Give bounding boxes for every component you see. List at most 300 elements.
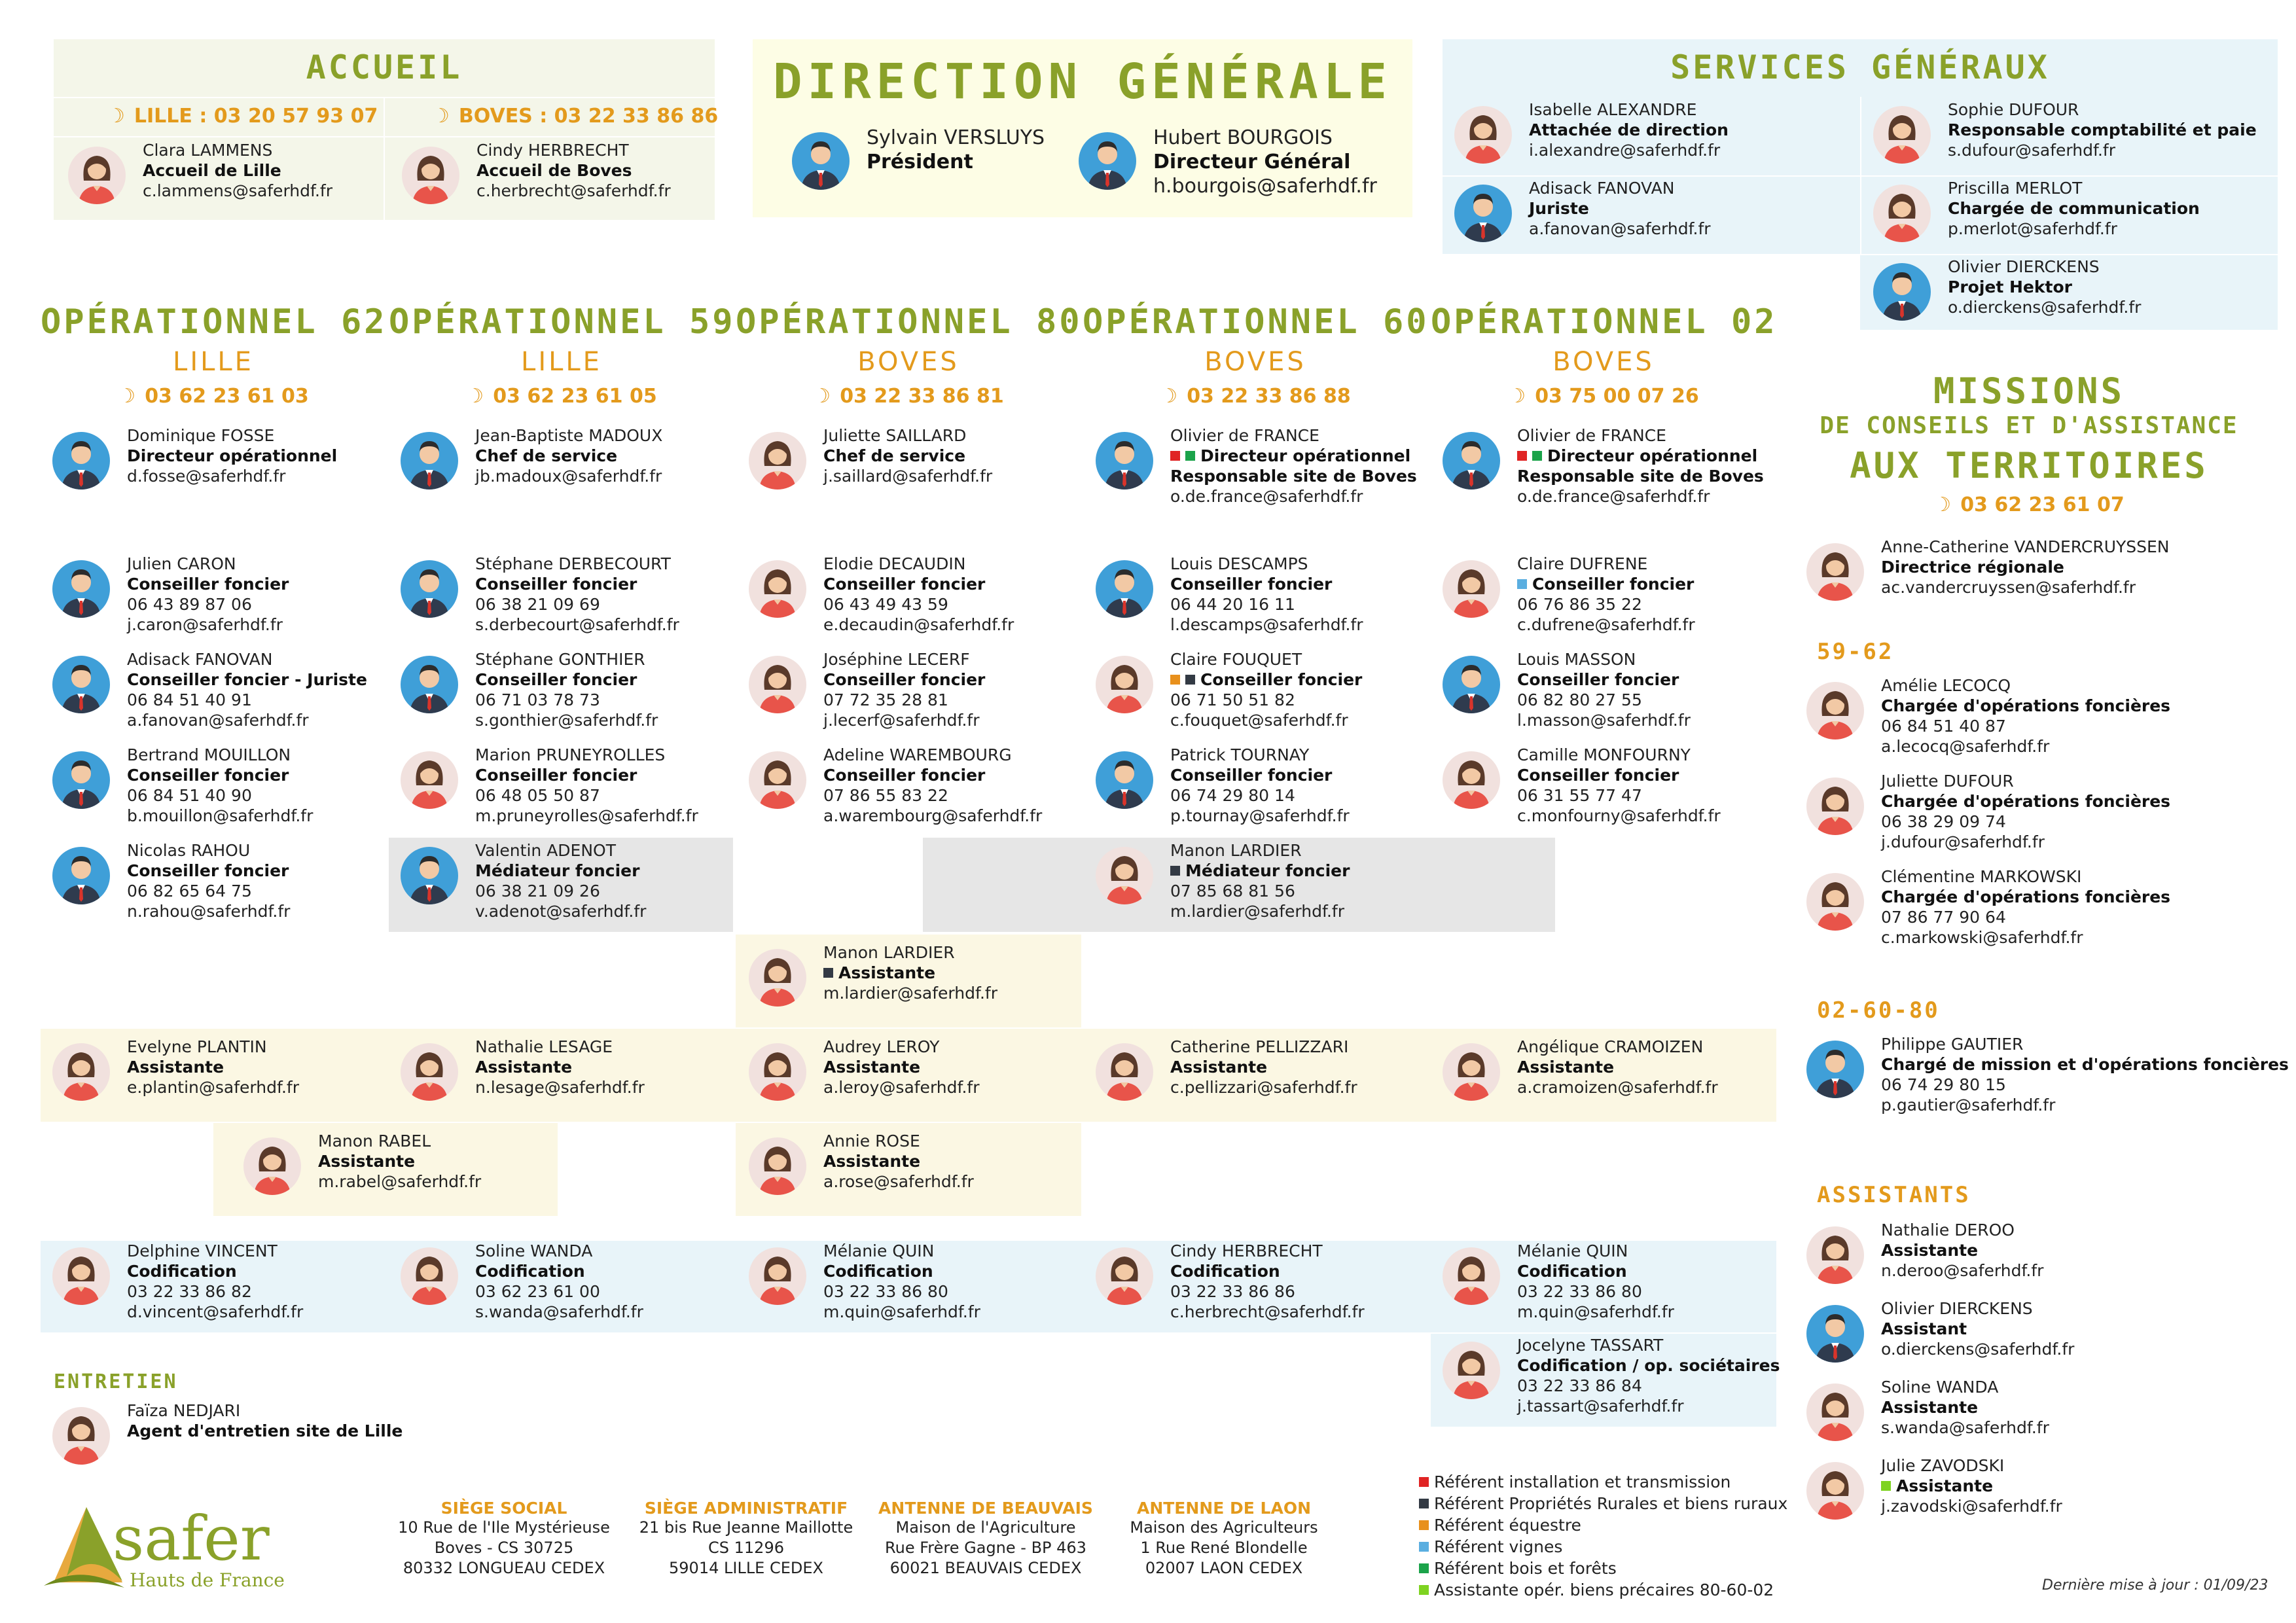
person-info bbox=[1881, 866, 2170, 948]
address-block bbox=[868, 1499, 1103, 1578]
person-email[interactable]: m.quin@saferhdf.fr bbox=[823, 1302, 980, 1321]
person-name: Evelyne PLANTIN bbox=[127, 1037, 267, 1056]
op-phone bbox=[1431, 385, 1776, 408]
person-phone: 06 84 51 40 90 bbox=[127, 786, 252, 805]
person-role bbox=[1529, 120, 1729, 140]
person-role bbox=[1517, 1355, 1780, 1376]
op-phone bbox=[389, 385, 734, 408]
person-name: Cindy HERBRECHT bbox=[1170, 1241, 1323, 1260]
person-email[interactable]: j.saillard@saferhdf.fr bbox=[823, 467, 993, 486]
person-card bbox=[1454, 178, 1711, 242]
op-title: OPÉRATIONNEL 59 bbox=[389, 302, 736, 342]
person-role bbox=[1170, 861, 1350, 881]
person-role bbox=[1170, 1261, 1365, 1281]
person-card bbox=[401, 1241, 643, 1322]
person-info bbox=[127, 745, 313, 826]
person-info bbox=[1948, 178, 2200, 239]
person-name: Elodie DECAUDIN bbox=[823, 554, 966, 573]
person-card bbox=[749, 942, 997, 1007]
person-email[interactable]: p.merlot@saferhdf.fr bbox=[1948, 219, 2117, 238]
accueil-boves-phone-text: BOVES : 03 22 33 86 86 bbox=[458, 105, 719, 128]
missions-title-3: AUX TERRITOIRES bbox=[1850, 445, 2208, 486]
person-email[interactable]: c.pellizzari@saferhdf.fr bbox=[1170, 1078, 1357, 1097]
person-role bbox=[1881, 1476, 2062, 1496]
person-role bbox=[1881, 1054, 2289, 1075]
person-role-text: Assistant bbox=[1881, 1319, 1967, 1338]
referent-marker bbox=[1517, 579, 1527, 589]
person-email[interactable]: n.lesage@saferhdf.fr bbox=[475, 1078, 645, 1097]
male-avatar-icon bbox=[1096, 560, 1153, 618]
person-card bbox=[401, 554, 679, 635]
phone-icon: ☽ bbox=[466, 385, 484, 408]
person-phone: 06 71 50 51 82 bbox=[1170, 690, 1295, 709]
address-line: 80332 LONGUEAU CEDEX bbox=[403, 1559, 605, 1577]
person-info bbox=[475, 840, 646, 921]
person-name: Amélie LECOCQ bbox=[1881, 676, 2011, 695]
person-phone: 06 48 05 50 87 bbox=[475, 786, 600, 805]
male-avatar-icon bbox=[1454, 185, 1512, 242]
person-card bbox=[1079, 126, 1377, 198]
person-email[interactable]: b.mouillon@saferhdf.fr bbox=[127, 806, 314, 825]
person-email[interactable]: jb.madoux@saferhdf.fr bbox=[475, 467, 662, 486]
legend-label: Référent Propriétés Rurales et biens ruraux bbox=[1434, 1494, 1788, 1513]
person-role bbox=[127, 861, 290, 881]
person-name: Stéphane DERBECOURT bbox=[475, 554, 671, 573]
female-avatar-icon bbox=[1443, 751, 1500, 809]
person-role-text: Directeur Général bbox=[1153, 151, 1351, 173]
female-avatar-icon bbox=[749, 1043, 806, 1101]
person-info bbox=[1881, 675, 2170, 757]
op-city: LILLE bbox=[173, 347, 254, 377]
person-email[interactable]: a.fanovan@saferhdf.fr bbox=[127, 711, 309, 730]
person-email[interactable]: v.adenot@saferhdf.fr bbox=[475, 902, 647, 921]
person-email[interactable]: j.lecerf@saferhdf.fr bbox=[823, 711, 980, 730]
person-role bbox=[1170, 669, 1362, 690]
person-card bbox=[1443, 1037, 1718, 1101]
person-phone: 06 43 89 87 06 bbox=[127, 595, 252, 614]
person-info bbox=[475, 649, 658, 730]
person-email[interactable]: a.lecocq@saferhdf.fr bbox=[1881, 737, 2050, 756]
person-role-text: Codification bbox=[475, 1262, 585, 1281]
person-email[interactable]: j.caron@saferhdf.fr bbox=[127, 615, 283, 634]
person-card bbox=[52, 1241, 303, 1322]
person-card bbox=[1443, 1241, 1674, 1322]
person-role-text: Assistante bbox=[1517, 1058, 1615, 1077]
person-email[interactable]: ac.vandercruyssen@saferhdf.fr bbox=[1881, 578, 2136, 597]
female-avatar-icon bbox=[52, 1247, 110, 1305]
person-phone: 06 82 65 64 75 bbox=[127, 882, 252, 901]
person-info bbox=[1881, 771, 2170, 852]
person-role bbox=[823, 1057, 980, 1077]
person-card bbox=[1443, 745, 1721, 826]
female-avatar-icon bbox=[1806, 1226, 1864, 1284]
person-info bbox=[1881, 1034, 2289, 1115]
person-name: Priscilla MERLOT bbox=[1948, 179, 2083, 198]
person-card bbox=[52, 425, 337, 490]
entretien-title: ENTRETIEN bbox=[54, 1370, 178, 1393]
person-card bbox=[1806, 1298, 2074, 1363]
person-phone: 06 38 21 09 26 bbox=[475, 882, 600, 901]
female-avatar-icon bbox=[1096, 847, 1153, 904]
referent-marker bbox=[1881, 1481, 1891, 1491]
person-role bbox=[318, 1151, 481, 1171]
person-role bbox=[475, 1261, 643, 1281]
accueil-title: ACCUEIL bbox=[306, 48, 463, 86]
legend-item bbox=[1419, 1536, 1562, 1558]
female-avatar-icon bbox=[1806, 777, 1864, 835]
person-email[interactable]: n.rahou@saferhdf.fr bbox=[127, 902, 291, 921]
person-role-text: Médiateur foncier bbox=[475, 861, 640, 880]
person-card bbox=[1096, 1037, 1357, 1101]
person-name: Nicolas RAHOU bbox=[127, 841, 251, 860]
male-avatar-icon bbox=[1096, 751, 1153, 809]
person-email[interactable]: a.warembourg@saferhdf.fr bbox=[823, 806, 1043, 825]
person-role-text: Chef de service bbox=[475, 446, 618, 465]
person-email[interactable]: s.derbecourt@saferhdf.fr bbox=[475, 615, 679, 634]
person-info bbox=[1529, 178, 1711, 239]
person-role-text: Assistante bbox=[318, 1152, 416, 1171]
person-role bbox=[1881, 557, 2170, 577]
person-email[interactable]: i.alexandre@saferhdf.fr bbox=[1529, 141, 1721, 160]
direction-title: DIRECTION GÉNÉRALE bbox=[773, 54, 1392, 110]
person-email[interactable]: e.decaudin@saferhdf.fr bbox=[823, 615, 1014, 634]
person-email[interactable]: m.lardier@saferhdf.fr bbox=[823, 984, 997, 1003]
person-card bbox=[1806, 675, 2170, 757]
female-avatar-icon bbox=[1443, 1043, 1500, 1101]
person-role-text: Assistante bbox=[823, 1152, 921, 1171]
male-avatar-icon bbox=[1873, 263, 1931, 321]
person-info bbox=[823, 649, 985, 730]
person-email[interactable]: j.dufour@saferhdf.fr bbox=[1881, 832, 2045, 851]
person-name: Annie ROSE bbox=[823, 1132, 920, 1150]
person-email[interactable]: h.bourgois@saferhdf.fr bbox=[1153, 175, 1377, 198]
person-card bbox=[1806, 1220, 2043, 1284]
person-name: Bertrand MOUILLON bbox=[127, 745, 291, 764]
person-email[interactable]: s.dufour@saferhdf.fr bbox=[1948, 141, 2115, 160]
person-role-2: Responsable site de Boves bbox=[1517, 467, 1764, 486]
person-role-text: Juriste bbox=[1529, 199, 1589, 218]
person-card bbox=[749, 554, 1014, 635]
person-role bbox=[1517, 446, 1764, 466]
person-card bbox=[401, 649, 658, 730]
person-card bbox=[52, 649, 367, 730]
person-name: Jean-Baptiste MADOUX bbox=[475, 426, 663, 445]
op-city: BOVES bbox=[1552, 347, 1655, 377]
person-email[interactable]: o.de.france@saferhdf.fr bbox=[1170, 487, 1363, 506]
person-info bbox=[127, 649, 367, 730]
person-info bbox=[1517, 1241, 1674, 1322]
person-email[interactable]: l.masson@saferhdf.fr bbox=[1517, 711, 1691, 730]
female-avatar-icon bbox=[1096, 1043, 1153, 1101]
person-name: Angélique CRAMOIZEN bbox=[1517, 1037, 1704, 1056]
person-role-text: Accueil de Lille bbox=[143, 161, 281, 180]
address-title: ANTENNE DE LAON bbox=[1136, 1499, 1311, 1518]
op-title: OPÉRATIONNEL 02 bbox=[1431, 302, 1778, 342]
person-info bbox=[475, 1241, 643, 1322]
female-avatar-icon bbox=[1096, 656, 1153, 713]
person-card bbox=[1096, 649, 1362, 730]
person-email[interactable]: a.fanovan@saferhdf.fr bbox=[1529, 219, 1711, 238]
person-info bbox=[475, 554, 679, 635]
male-avatar-icon bbox=[52, 560, 110, 618]
person-role-text: Conseiller foncier bbox=[127, 766, 289, 785]
person-info bbox=[823, 554, 1014, 635]
person-role bbox=[475, 765, 698, 785]
female-avatar-icon bbox=[52, 1407, 110, 1465]
person-email[interactable]: o.de.france@saferhdf.fr bbox=[1517, 487, 1710, 506]
person-phone: 06 31 55 77 47 bbox=[1517, 786, 1642, 805]
female-avatar-icon bbox=[243, 1137, 301, 1195]
person-role bbox=[1170, 1057, 1357, 1077]
person-info bbox=[823, 942, 997, 1003]
person-info bbox=[1517, 554, 1695, 635]
person-role bbox=[1170, 574, 1363, 594]
person-email[interactable]: j.tassart@saferhdf.fr bbox=[1517, 1397, 1684, 1416]
legend-swatch bbox=[1419, 1585, 1429, 1595]
op-phone-text: 03 22 33 86 81 bbox=[840, 385, 1004, 408]
person-info bbox=[1948, 99, 2257, 160]
person-info bbox=[127, 840, 290, 921]
person-role-text: Codification bbox=[1170, 1262, 1280, 1281]
person-email[interactable]: m.lardier@saferhdf.fr bbox=[1170, 902, 1344, 921]
person-role-text: Codification / op. sociétaires bbox=[1517, 1356, 1780, 1375]
phone-icon: ☽ bbox=[1508, 385, 1526, 408]
person-email[interactable]: c.fouquet@saferhdf.fr bbox=[1170, 711, 1348, 730]
person-email[interactable]: c.monfourny@saferhdf.fr bbox=[1517, 806, 1721, 825]
person-email[interactable]: a.leroy@saferhdf.fr bbox=[823, 1078, 980, 1097]
person-info bbox=[1517, 745, 1721, 826]
person-email[interactable]: c.herbrecht@saferhdf.fr bbox=[476, 181, 671, 200]
person-card bbox=[52, 1400, 403, 1465]
person-info bbox=[127, 425, 337, 486]
person-role-text: Chargé de mission et d'opérations foncières bbox=[1881, 1055, 2289, 1074]
person-email[interactable]: l.descamps@saferhdf.fr bbox=[1170, 615, 1363, 634]
person-email[interactable]: p.tournay@saferhdf.fr bbox=[1170, 806, 1350, 825]
person-role bbox=[127, 1261, 303, 1281]
person-role bbox=[1517, 1261, 1674, 1281]
op-city: LILLE bbox=[521, 347, 602, 377]
person-role bbox=[475, 446, 662, 466]
person-card bbox=[1096, 840, 1350, 921]
person-role bbox=[127, 1421, 403, 1441]
legend-swatch bbox=[1419, 1563, 1429, 1573]
address-block bbox=[1106, 1499, 1342, 1578]
op-city: BOVES bbox=[1204, 347, 1306, 377]
person-email[interactable]: d.fosse@saferhdf.fr bbox=[127, 467, 286, 486]
legend-item bbox=[1419, 1514, 1581, 1536]
person-role bbox=[1881, 1319, 2074, 1339]
services-divider bbox=[1443, 175, 2278, 177]
person-role-text: Projet Hektor bbox=[1948, 277, 2072, 296]
female-avatar-icon bbox=[68, 147, 126, 204]
person-info bbox=[1881, 1220, 2043, 1281]
female-avatar-icon bbox=[749, 560, 806, 618]
person-info bbox=[1170, 745, 1350, 826]
referent-marker bbox=[1170, 675, 1180, 685]
person-card bbox=[1096, 554, 1363, 635]
legend-swatch bbox=[1419, 1477, 1429, 1487]
person-name: Valentin ADENOT bbox=[475, 841, 616, 860]
person-card bbox=[402, 140, 671, 204]
person-email[interactable]: o.dierckens@saferhdf.fr bbox=[1948, 298, 2142, 317]
legend-item bbox=[1419, 1579, 1774, 1601]
person-phone: 07 85 68 81 56 bbox=[1170, 882, 1295, 901]
services-title: SERVICES GÉNÉRAUX bbox=[1670, 48, 2050, 86]
female-avatar-icon bbox=[1454, 106, 1512, 164]
referent-marker bbox=[1185, 451, 1195, 461]
person-name: Delphine VINCENT bbox=[127, 1241, 278, 1260]
person-phone: 06 38 21 09 69 bbox=[475, 595, 600, 614]
person-role bbox=[1948, 277, 2141, 297]
person-info bbox=[1170, 1241, 1365, 1322]
person-info bbox=[1170, 649, 1362, 730]
person-email[interactable]: c.dufrene@saferhdf.fr bbox=[1517, 615, 1695, 634]
person-card bbox=[1873, 257, 2141, 321]
legend-label: Référent bois et forêts bbox=[1434, 1559, 1617, 1578]
phone-icon: ☽ bbox=[432, 105, 450, 128]
person-name: Soline WANDA bbox=[475, 1241, 593, 1260]
person-info bbox=[127, 1037, 299, 1097]
person-role bbox=[1529, 198, 1711, 219]
person-email[interactable]: c.lammens@saferhdf.fr bbox=[143, 181, 333, 200]
person-role bbox=[475, 861, 646, 881]
male-avatar-icon bbox=[1443, 656, 1500, 713]
female-avatar-icon bbox=[401, 751, 458, 809]
address-line: 59014 LILLE CEDEX bbox=[669, 1559, 823, 1577]
person-email[interactable]: d.vincent@saferhdf.fr bbox=[127, 1302, 304, 1321]
op-title: OPÉRATIONNEL 62 bbox=[41, 302, 387, 342]
person-name: Anne-Catherine VANDERCRUYSSEN bbox=[1881, 537, 2170, 556]
person-name: Claire FOUQUET bbox=[1170, 650, 1302, 669]
person-email[interactable]: m.pruneyrolles@saferhdf.fr bbox=[475, 806, 698, 825]
phone-icon: ☽ bbox=[1933, 493, 1952, 516]
person-card bbox=[792, 126, 1045, 190]
person-email[interactable]: m.quin@saferhdf.fr bbox=[1517, 1302, 1674, 1321]
person-email[interactable]: e.plantin@saferhdf.fr bbox=[127, 1078, 299, 1097]
person-name: Claire DUFRENE bbox=[1517, 554, 1648, 573]
address-line: CS 11296 bbox=[708, 1539, 784, 1557]
person-email[interactable]: p.gautier@saferhdf.fr bbox=[1881, 1096, 2056, 1115]
male-avatar-icon bbox=[52, 656, 110, 713]
person-card bbox=[401, 1037, 645, 1101]
female-avatar-icon bbox=[1443, 1342, 1500, 1399]
op-city: BOVES bbox=[857, 347, 960, 377]
person-role bbox=[1948, 120, 2257, 140]
legend-label: Référent équestre bbox=[1434, 1516, 1581, 1535]
female-avatar-icon bbox=[1806, 873, 1864, 931]
referent-marker bbox=[1185, 675, 1195, 685]
person-role-2: Responsable site de Boves bbox=[1170, 467, 1417, 486]
person-name: Nathalie LESAGE bbox=[475, 1037, 613, 1056]
person-email[interactable]: s.wanda@saferhdf.fr bbox=[475, 1302, 643, 1321]
person-email[interactable]: c.markowski@saferhdf.fr bbox=[1881, 928, 2083, 947]
person-role bbox=[127, 574, 289, 594]
accueil-lille-phone bbox=[107, 105, 378, 128]
male-avatar-icon bbox=[401, 847, 458, 904]
legend-swatch bbox=[1419, 1542, 1429, 1552]
person-card bbox=[1096, 745, 1350, 826]
person-name: Joséphine LECERF bbox=[823, 650, 970, 669]
person-card bbox=[1873, 178, 2200, 242]
legend-item bbox=[1419, 1493, 1787, 1514]
person-email[interactable]: s.wanda@saferhdf.fr bbox=[1881, 1418, 2049, 1437]
person-role-text: Chargée d'opérations foncières bbox=[1881, 696, 2171, 715]
person-role-text: Agent d'entretien site de Lille bbox=[127, 1421, 403, 1440]
person-name: Camille MONFOURNY bbox=[1517, 745, 1691, 764]
person-role-text: Conseiller foncier bbox=[475, 670, 637, 689]
safer-logo bbox=[41, 1503, 285, 1596]
person-role-text: Médiateur foncier bbox=[1185, 861, 1350, 880]
address-title: SIÈGE SOCIAL bbox=[440, 1499, 567, 1518]
person-info bbox=[823, 745, 1042, 826]
person-email[interactable]: m.rabel@saferhdf.fr bbox=[318, 1172, 482, 1191]
person-role-text: Accueil de Boves bbox=[476, 161, 632, 180]
person-role-text: Conseiller foncier bbox=[1170, 766, 1333, 785]
person-email[interactable]: o.dierckens@saferhdf.fr bbox=[1881, 1340, 2075, 1359]
person-role bbox=[127, 669, 367, 690]
person-phone: 03 22 33 86 86 bbox=[1170, 1282, 1295, 1301]
missions-title-1: MISSIONS bbox=[1933, 370, 2125, 412]
person-role-text: Assistante bbox=[1170, 1058, 1268, 1077]
person-email[interactable]: s.gonthier@saferhdf.fr bbox=[475, 711, 658, 730]
person-info bbox=[143, 140, 332, 201]
female-avatar-icon bbox=[1443, 1247, 1500, 1305]
person-role-text: Conseiller foncier bbox=[1517, 670, 1679, 689]
person-role bbox=[1881, 1397, 2049, 1418]
person-email[interactable]: c.herbrecht@saferhdf.fr bbox=[1170, 1302, 1365, 1321]
op-phone bbox=[41, 385, 386, 408]
person-email[interactable]: j.zavodski@saferhdf.fr bbox=[1881, 1497, 2062, 1516]
person-role-text: Directeur opérationnel bbox=[127, 446, 338, 465]
person-info bbox=[1517, 1037, 1718, 1097]
person-role bbox=[1881, 887, 2170, 907]
missions-phone bbox=[1820, 493, 2238, 516]
person-phone: 07 72 35 28 81 bbox=[823, 690, 948, 709]
person-name: Mélanie QUIN bbox=[1517, 1241, 1628, 1260]
female-avatar-icon bbox=[1873, 106, 1931, 164]
address-line: Maison des Agriculteurs bbox=[1130, 1518, 1318, 1537]
person-email[interactable]: n.deroo@saferhdf.fr bbox=[1881, 1261, 2044, 1280]
person-name: Manon LARDIER bbox=[823, 943, 955, 962]
female-avatar-icon bbox=[1806, 543, 1864, 601]
person-role bbox=[1153, 150, 1377, 174]
person-name: Cindy HERBRECHT bbox=[476, 141, 629, 160]
person-card bbox=[749, 649, 985, 730]
person-email[interactable]: a.cramoizen@saferhdf.fr bbox=[1517, 1078, 1718, 1097]
male-avatar-icon bbox=[401, 560, 458, 618]
person-card bbox=[1806, 1377, 2049, 1441]
person-name: Clara LAMMENS bbox=[143, 141, 273, 160]
person-role-text: Attachée de direction bbox=[1529, 120, 1729, 139]
person-role-text: Conseiller foncier bbox=[1517, 766, 1679, 785]
female-avatar-icon bbox=[1873, 185, 1931, 242]
person-info bbox=[475, 1037, 645, 1097]
person-phone: 06 74 29 80 14 bbox=[1170, 786, 1295, 805]
person-info bbox=[1881, 1298, 2074, 1359]
op-phone-text: 03 22 33 86 88 bbox=[1187, 385, 1351, 408]
person-email[interactable]: a.rose@saferhdf.fr bbox=[823, 1172, 974, 1191]
person-card bbox=[1806, 1455, 2062, 1520]
person-role bbox=[1517, 669, 1691, 690]
person-card bbox=[1096, 1241, 1365, 1322]
person-role-text: Assistante bbox=[1881, 1398, 1979, 1417]
person-info bbox=[1881, 1377, 2049, 1438]
person-info bbox=[1529, 99, 1729, 160]
person-role-text: Chef de service bbox=[823, 446, 966, 465]
female-avatar-icon bbox=[402, 147, 459, 204]
person-name: Clémentine MARKOWSKI bbox=[1881, 867, 2082, 886]
person-role-text: Conseiller foncier bbox=[475, 575, 637, 594]
